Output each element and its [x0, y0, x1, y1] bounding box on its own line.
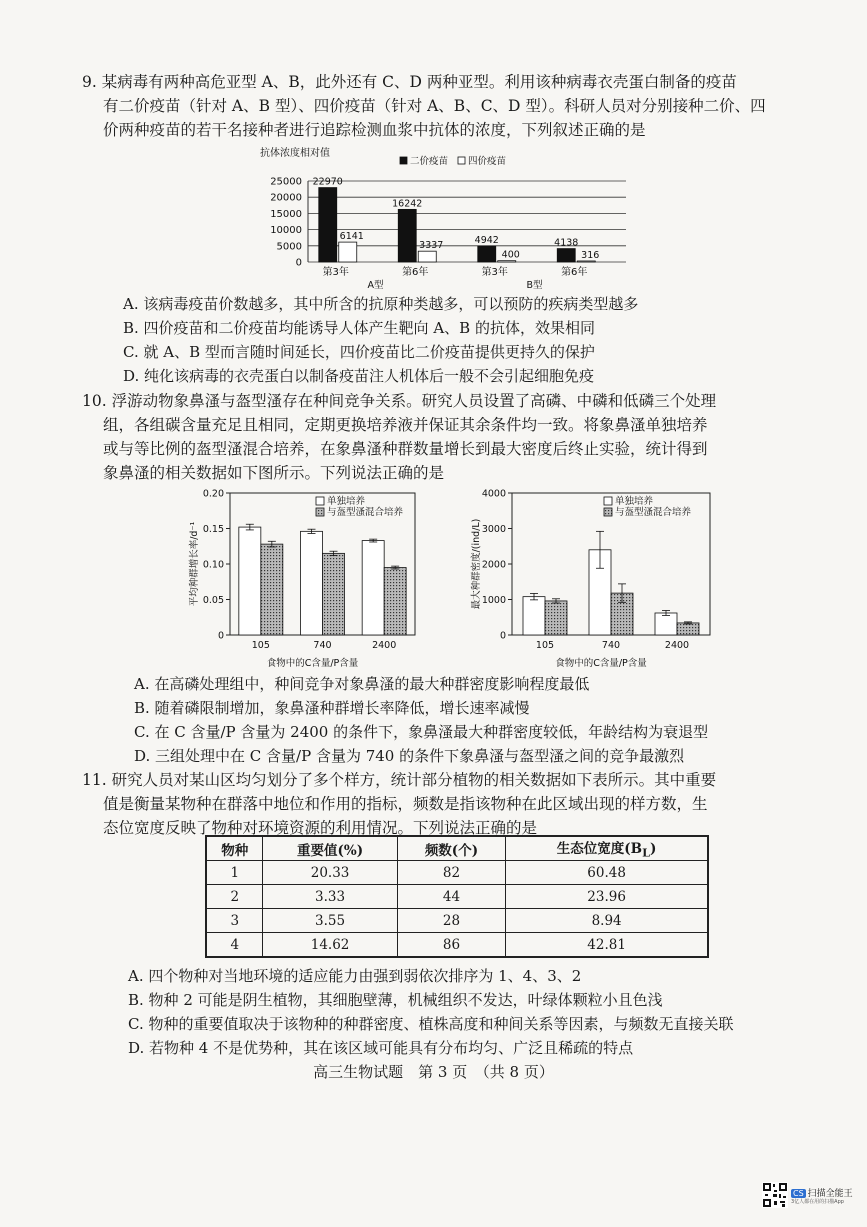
q11-species-table [205, 835, 709, 958]
bar [418, 251, 436, 262]
y-tick-label: 0 [295, 257, 302, 269]
q10-option-c[interactable]: C. 在 C 含量/P 含量为 2400 的条件下，象鼻溞最大种群密度较低，年龄结构为衰退型 [134, 723, 709, 741]
x-axis-label: 食物中的C含量/P含量 [266, 658, 359, 669]
header-niche-width-text: 生态位宽度(B [556, 841, 643, 858]
bar [677, 623, 699, 635]
table-cell: 4 [206, 933, 263, 958]
bar [301, 531, 323, 635]
table-cell: 86 [397, 933, 506, 958]
header-importance: 重要值(%) [263, 836, 397, 861]
table-cell: 3.55 [263, 909, 397, 933]
q10-option-b[interactable]: B. 随着磷限制增加，象鼻溞种群增长率降低，增长速率减慢 [134, 699, 530, 717]
table-cell: 1 [206, 861, 263, 885]
y-tick-label: 20000 [270, 192, 302, 204]
q10-max-density-chart [470, 483, 720, 673]
table-cell: 82 [397, 861, 506, 885]
legend-label: 二价疫苗 [410, 156, 449, 167]
q10-option-d[interactable]: D. 三组处理中在 C 含量/P 含量为 740 的条件下象鼻溞与盔型溞之间的竞争最激烈 [134, 747, 685, 765]
y-tick-label: 0.20 [202, 488, 224, 500]
legend-swatch [604, 508, 612, 516]
bar [239, 527, 261, 635]
q9-stem-line-3: 价两种疫苗的若干名接种者进行追踪检测血浆中抗体的浓度，下列叙述正确的是 [103, 121, 646, 139]
header-frequency: 频数(个) [397, 836, 506, 861]
y-tick-label: 0 [217, 630, 224, 642]
q10-stem-line-2: 组，各组碳含量充足且相同，定期更换培养液并保证其余条件均一致。将象鼻溞单独培养 [103, 416, 708, 434]
legend-label: 与盔型溞混合培养 [327, 507, 404, 518]
data-label: 3337 [419, 240, 444, 252]
y-tick-label: 15000 [270, 208, 302, 220]
q9-stem-line-2: 有二价疫苗（针对 A、B 型）、四价疫苗（针对 A、B、C、D 型）。科研人员对分别接种二价、四 [103, 97, 766, 115]
qr-code-icon [762, 1182, 788, 1208]
bar [362, 541, 384, 635]
x-tick-label: 第6年 [561, 267, 588, 278]
legend-swatch [604, 497, 612, 505]
table-cell: 42.81 [506, 933, 708, 958]
y-tick-label: 0 [499, 630, 506, 642]
q9-option-d[interactable]: D. 纯化该病毒的衣壳蛋白以制备疫苗注人机体后一般不会引起细胞免疫 [123, 367, 595, 385]
x-tick-label: 第6年 [402, 267, 429, 278]
bar [545, 601, 567, 635]
bar [398, 209, 416, 262]
header-niche-width [506, 836, 708, 861]
q11-stem-line-2: 值是衡量某物种在群落中地位和作用的指标，频数是指该物种在此区域出现的样方数，生 [103, 795, 708, 813]
bar [498, 261, 516, 262]
y-axis-label: 最大种群密度/(ind/L) [471, 518, 482, 610]
legend-label: 单独培养 [615, 496, 654, 507]
table-cell: 23.96 [506, 885, 708, 909]
q9-antibody-chart [258, 145, 638, 295]
x-tick-label: 740 [313, 640, 332, 651]
y-tick-label: 1000 [481, 595, 506, 606]
bar [323, 553, 345, 635]
data-label: 16242 [392, 198, 423, 210]
table-row [206, 861, 708, 885]
q10-stem-line-1: 10. 浮游动物象鼻溞与盔型溞存在种间竞争关系。研究人员设置了高磷、中磷和低磷三个处理 [82, 392, 717, 410]
bar [261, 544, 283, 635]
table-cell: 3.33 [263, 885, 397, 909]
data-label: 400 [501, 249, 520, 261]
data-label: 6141 [339, 231, 364, 243]
bar [319, 188, 337, 262]
table-row [206, 909, 708, 933]
x-tick-label: 2400 [372, 640, 397, 651]
bar [577, 261, 595, 262]
legend-swatch [316, 508, 324, 516]
y-tick-label: 2000 [481, 559, 506, 571]
bar [478, 246, 496, 262]
table-cell: 28 [397, 909, 506, 933]
data-label: 4942 [474, 234, 499, 246]
table-cell: 14.62 [263, 933, 397, 958]
bar [557, 249, 575, 262]
scanner-label: 扫描全能王 [807, 1189, 853, 1199]
group-label: B型 [526, 280, 543, 291]
q11-option-d[interactable]: D. 若物种 4 不是优势种，其在该区域可能具有分布均匀、广泛且稀疏的特点 [128, 1039, 634, 1057]
x-axis-label: 食物中的C含量/P含量 [555, 658, 647, 669]
scanner-sub: 3亿人都在用的扫描App [791, 1199, 844, 1205]
y-tick-label: 5000 [276, 241, 302, 253]
y-tick-label: 25000 [270, 176, 302, 188]
q9-option-b[interactable]: B. 四价疫苗和二价疫苗均能诱导人体产生靶向 A、B 的抗体，效果相同 [123, 319, 595, 337]
q10-stem-line-3: 或与等比例的盔型溞混合培养，在象鼻溞种群数量增长到最大密度后终止实验，统计得到 [103, 440, 708, 458]
table-cell: 8.94 [506, 909, 708, 933]
scanner-watermark [791, 1186, 853, 1205]
y-tick-label: 3000 [481, 524, 506, 535]
bar [655, 613, 677, 635]
y-axis-label: 平均种群增长率/d⁻¹ [189, 521, 200, 607]
legend-label: 四价疫苗 [468, 156, 507, 167]
x-tick-label: 105 [535, 640, 555, 651]
bar [384, 568, 406, 635]
y-axis-label: 抗体浓度相对值 [260, 148, 330, 159]
table-header-row [206, 836, 708, 861]
y-tick-label: 0.10 [202, 559, 224, 571]
x-tick-label: 第3年 [322, 267, 349, 278]
legend-swatch [458, 157, 465, 164]
table-row [206, 885, 708, 909]
header-niche-width-close: ) [650, 841, 657, 858]
data-label: 316 [581, 249, 600, 261]
header-niche-width-sub: L [642, 845, 651, 860]
legend-swatch [400, 157, 407, 164]
scanner-logo-icon: CS [793, 1189, 804, 1198]
q11-option-a[interactable]: A. 四个物种对当地环境的适应能力由强到弱依次排序为 1、4、3、2 [128, 967, 582, 985]
x-tick-label: 105 [251, 640, 270, 651]
table-cell: 60.48 [506, 861, 708, 885]
page-footer: 高三生物试题 第 3 页 （共 8 页） [313, 1063, 554, 1081]
legend-swatch [316, 497, 324, 505]
data-label: 22970 [312, 176, 343, 188]
table-cell: 2 [206, 885, 263, 909]
x-tick-label: 740 [601, 640, 621, 651]
y-tick-label: 0.15 [202, 524, 224, 535]
bar [339, 242, 357, 262]
table-cell: 3 [206, 909, 263, 933]
q10-growth-rate-chart [180, 483, 425, 673]
q11-stem-line-1: 11. 研究人员对某山区均匀划分了多个样方，统计部分植物的相关数据如下表所示。其中重要 [82, 771, 717, 789]
q9-option-c[interactable]: C. 就 A、B 型而言随时间延长，四价疫苗比二价疫苗提供更持久的保护 [123, 343, 595, 361]
legend-label: 单独培养 [327, 496, 366, 507]
q11-stem-line-3: 态位宽度反映了物种对环境资源的利用情况。下列说法正确的是 [103, 819, 538, 837]
q10-option-a[interactable]: A. 在高磷处理组中，种间竞争对象鼻溞的最大种群密度影响程度最低 [134, 675, 590, 693]
header-species: 物种 [206, 836, 263, 861]
q11-option-b[interactable]: B. 物种 2 可能是阴生植物，其细胞壁薄，机械组织不发达，叶绿体颗粒小且色浅 [128, 991, 663, 1009]
bar [523, 597, 545, 635]
table-cell: 44 [397, 885, 506, 909]
y-tick-label: 0.05 [202, 595, 224, 606]
data-label: 4138 [554, 237, 579, 249]
q10-stem-line-4: 象鼻溞的相关数据如下图所示。下列说法正确的是 [103, 464, 445, 482]
table-row [206, 933, 708, 958]
legend-label: 与盔型溞混合培养 [615, 507, 692, 518]
y-tick-label: 10000 [270, 225, 302, 237]
q9-stem-line-1: 9. 某病毒有两种高危亚型 A、B，此外还有 C、D 两种亚型。利用该种病毒衣壳蛋白制备的疫苗 [82, 73, 737, 91]
x-tick-label: 2400 [664, 640, 690, 651]
q9-option-a[interactable]: A. 该病毒疫苗价数越多，其中所含的抗原种类越多，可以预防的疾病类型越多 [123, 295, 639, 313]
y-tick-label: 4000 [481, 488, 506, 500]
table-cell: 20.33 [263, 861, 397, 885]
group-label: A型 [367, 280, 384, 291]
q11-option-c[interactable]: C. 物种的重要值取决于该物种的种群密度、植株高度和种间关系等因素，与频数无直接关联 [128, 1015, 734, 1033]
x-tick-label: 第3年 [481, 267, 508, 278]
